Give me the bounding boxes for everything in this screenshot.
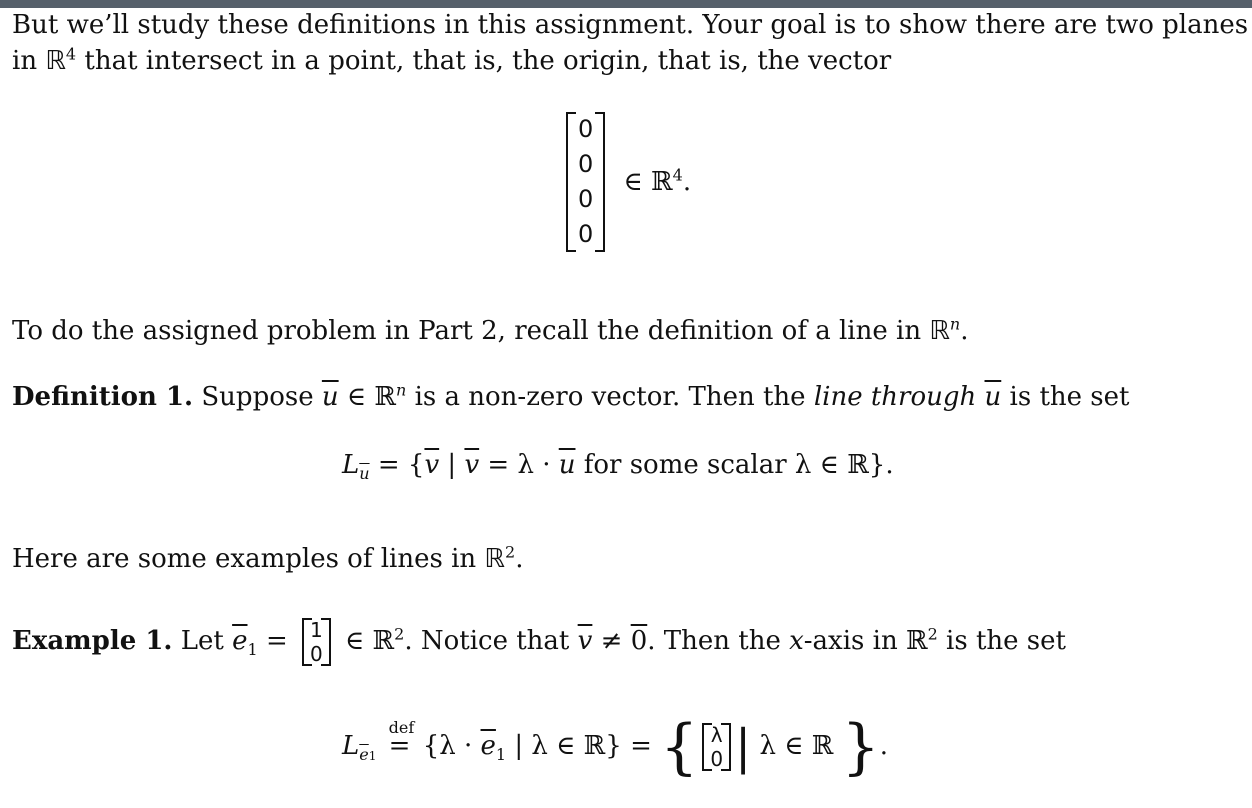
matrix-entry: λ <box>710 723 723 747</box>
paragraph-recall: To do the assigned problem in Part 2, recall the definition of a line in ℝ$^n$. <box>12 314 969 346</box>
matrix-entry: 0 <box>578 150 594 178</box>
definition-label: Definition 1. <box>12 382 194 412</box>
zero-vector-display: 0 0 0 0 ∈ ℝ$^4$. <box>566 112 691 252</box>
lambda-vector-matrix <box>702 723 731 771</box>
line-definition-formula: $L_{\overline{u}} = \{\overline{v}$ | $\overline{v} = \lambda \cdot \overline{u}$ for some scalar λ ∈ ℝ}. <box>342 450 894 484</box>
e1-vector-matrix <box>302 618 331 666</box>
example-label: Example 1. <box>12 626 173 656</box>
zero-vector-matrix <box>566 112 605 252</box>
matrix-entry: 0 <box>578 185 594 213</box>
matrix-entry: 1 <box>310 618 323 642</box>
paragraph-examples: Here are some examples of lines in ℝ$^2$. <box>12 542 524 574</box>
matrix-entry: 0 <box>710 747 724 771</box>
paragraph-line-2: in ℝ$^4$ that intersect in a point, that is, the origin, that is, the vector <box>12 44 892 76</box>
paragraph-line-1: But we’ll study these definitions in this assignment. Your goal is to show there are two planes <box>12 10 1249 40</box>
matrix-entry: 0 <box>578 220 594 248</box>
top-bar <box>0 0 1252 8</box>
x-axis-set-formula: $L_{\overline{e}1}$ def = {$\lambda \cdot \overline{e}_1$ | λ ∈ ℝ} = { λ 0 | λ ∈ ℝ }. <box>342 712 889 782</box>
matrix-entry: 0 <box>310 642 323 666</box>
definition-1: Definition 1. Suppose $\overline{u}$ ∈ ℝ$^n$ is a non-zero vector. Then the line through $\overline{u}$ is the set <box>12 380 1130 412</box>
example-1: Example 1. Let $\overline{e}_1$ = 1 0 ∈ ℝ$^2$. Notice that $\overline{v} \ne 0$. Then the x-axis in ℝ$^2$ is the set <box>12 618 1066 666</box>
matrix-entry: 0 <box>578 115 594 143</box>
element-of-r4: ∈ ℝ <box>623 167 673 197</box>
